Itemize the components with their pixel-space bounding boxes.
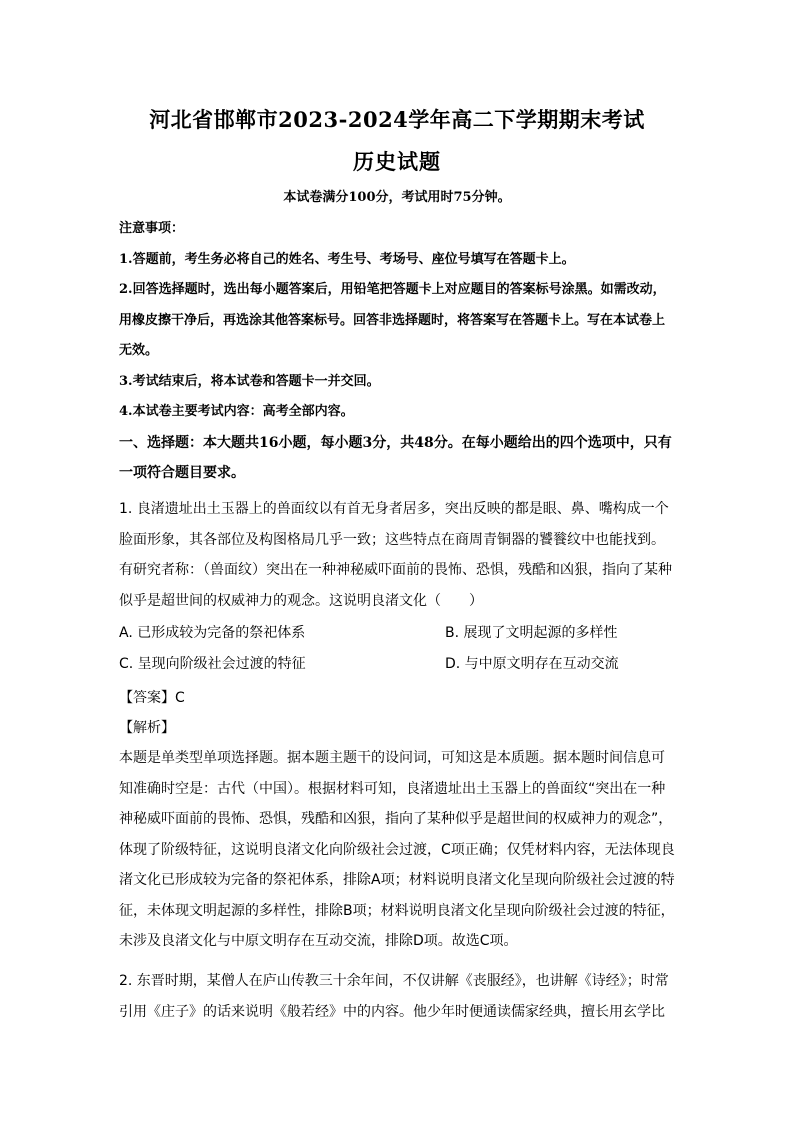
- analysis-text: 本题是单类型单项选择题。据本题主题干的设问词，可知这是本质题。据本题时间信息可知准确时空是：古代（中国）。根据材料可知，良渚遗址出土玉器上的兽面纹“突出在一种神秘威吓面前的畏怖、恐惧，残酷和凶狠，指向了某种似乎是超世间的权威神力的观念”，体现了阶级特征，这说明良渚文化向阶级社会过渡，C项正确；仅凭材料内容，无法体现良渚文化已形成较为完备的祭祀体系，排除A项；材料说明良渚文化呈现向阶级社会过渡的特征，未体现文明起源的多样性，排除B项；材料说明良渚文化呈现向阶级社会过渡的特征，未涉及良渚文化与中原文明存在互动交流，排除D项。故选C项。: [119, 750, 675, 949]
- option-b: B. 展现了文明起源的多样性: [445, 625, 618, 641]
- note-item: 2.回答选择题时，选出每小题答案后，用铅笔把答题卡上对应题目的答案标号涂黑。如需改动，用橡皮擦干净后，再选涂其他答案标号。回答非选择题时，将答案写在答题卡上。写在本试卷上无效。: [119, 282, 666, 358]
- note-item: 3.考试结束后，将本试卷和答题卡一并交回。: [119, 373, 380, 389]
- exam-info: 本试卷满分100分，考试用时75分钟。: [283, 190, 511, 205]
- notes-section: [119, 214, 675, 489]
- document-title: 河北省邯郸市2023-2024学年高二下学期期末考试: [149, 107, 645, 132]
- answer-label: 【答案】C: [119, 690, 185, 706]
- notes-heading: 注意事项：: [119, 221, 185, 236]
- section-heading: 一、选择题：本大题共16小题，每小题3分，共48分。在每小题给出的四个选项中，只有一项符合题目要求。: [119, 434, 672, 481]
- option-d: D. 与中原文明存在互动交流: [445, 656, 619, 672]
- option-c: C. 呈现向阶级社会过渡的特征: [119, 656, 306, 672]
- document-subtitle: 历史试题: [353, 149, 441, 174]
- note-item: 4.本试卷主要考试内容：高考全部内容。: [119, 404, 354, 419]
- note-item: 1.答题前，考生务必将自己的姓名、考生号、考场号、座位号填写在答题卡上。: [119, 251, 575, 267]
- question-1-stem: 1. 良渚遗址出土玉器上的兽面纹以有首无身者居多，突出反映的都是眼、鼻、嘴构成一个脸面形象，其各部位及构图格局几乎一致；这些特点在商周青铜器的饕餮纹中也能找到。有研究者称：（兽面纹）突出在一种神秘威吓面前的畏怖、恐惧，残酷和凶狠，指向了某种似乎是超世间的权威神力的观念。这说明良渚文化（ ）: [119, 501, 672, 609]
- question-2-stem: 2. 东晋时期，某僧人在庐山传教三十余年间，不仅讲解《丧服经》，也讲解《诗经》；时常引用《庄子》的话来说明《般若经》中的内容。他少年时便通读儒家经典，擅长用玄学比: [119, 973, 669, 1020]
- option-a: A. 已形成较为完备的祭祀体系: [119, 625, 306, 641]
- analysis-heading: 【解析】: [119, 720, 175, 736]
